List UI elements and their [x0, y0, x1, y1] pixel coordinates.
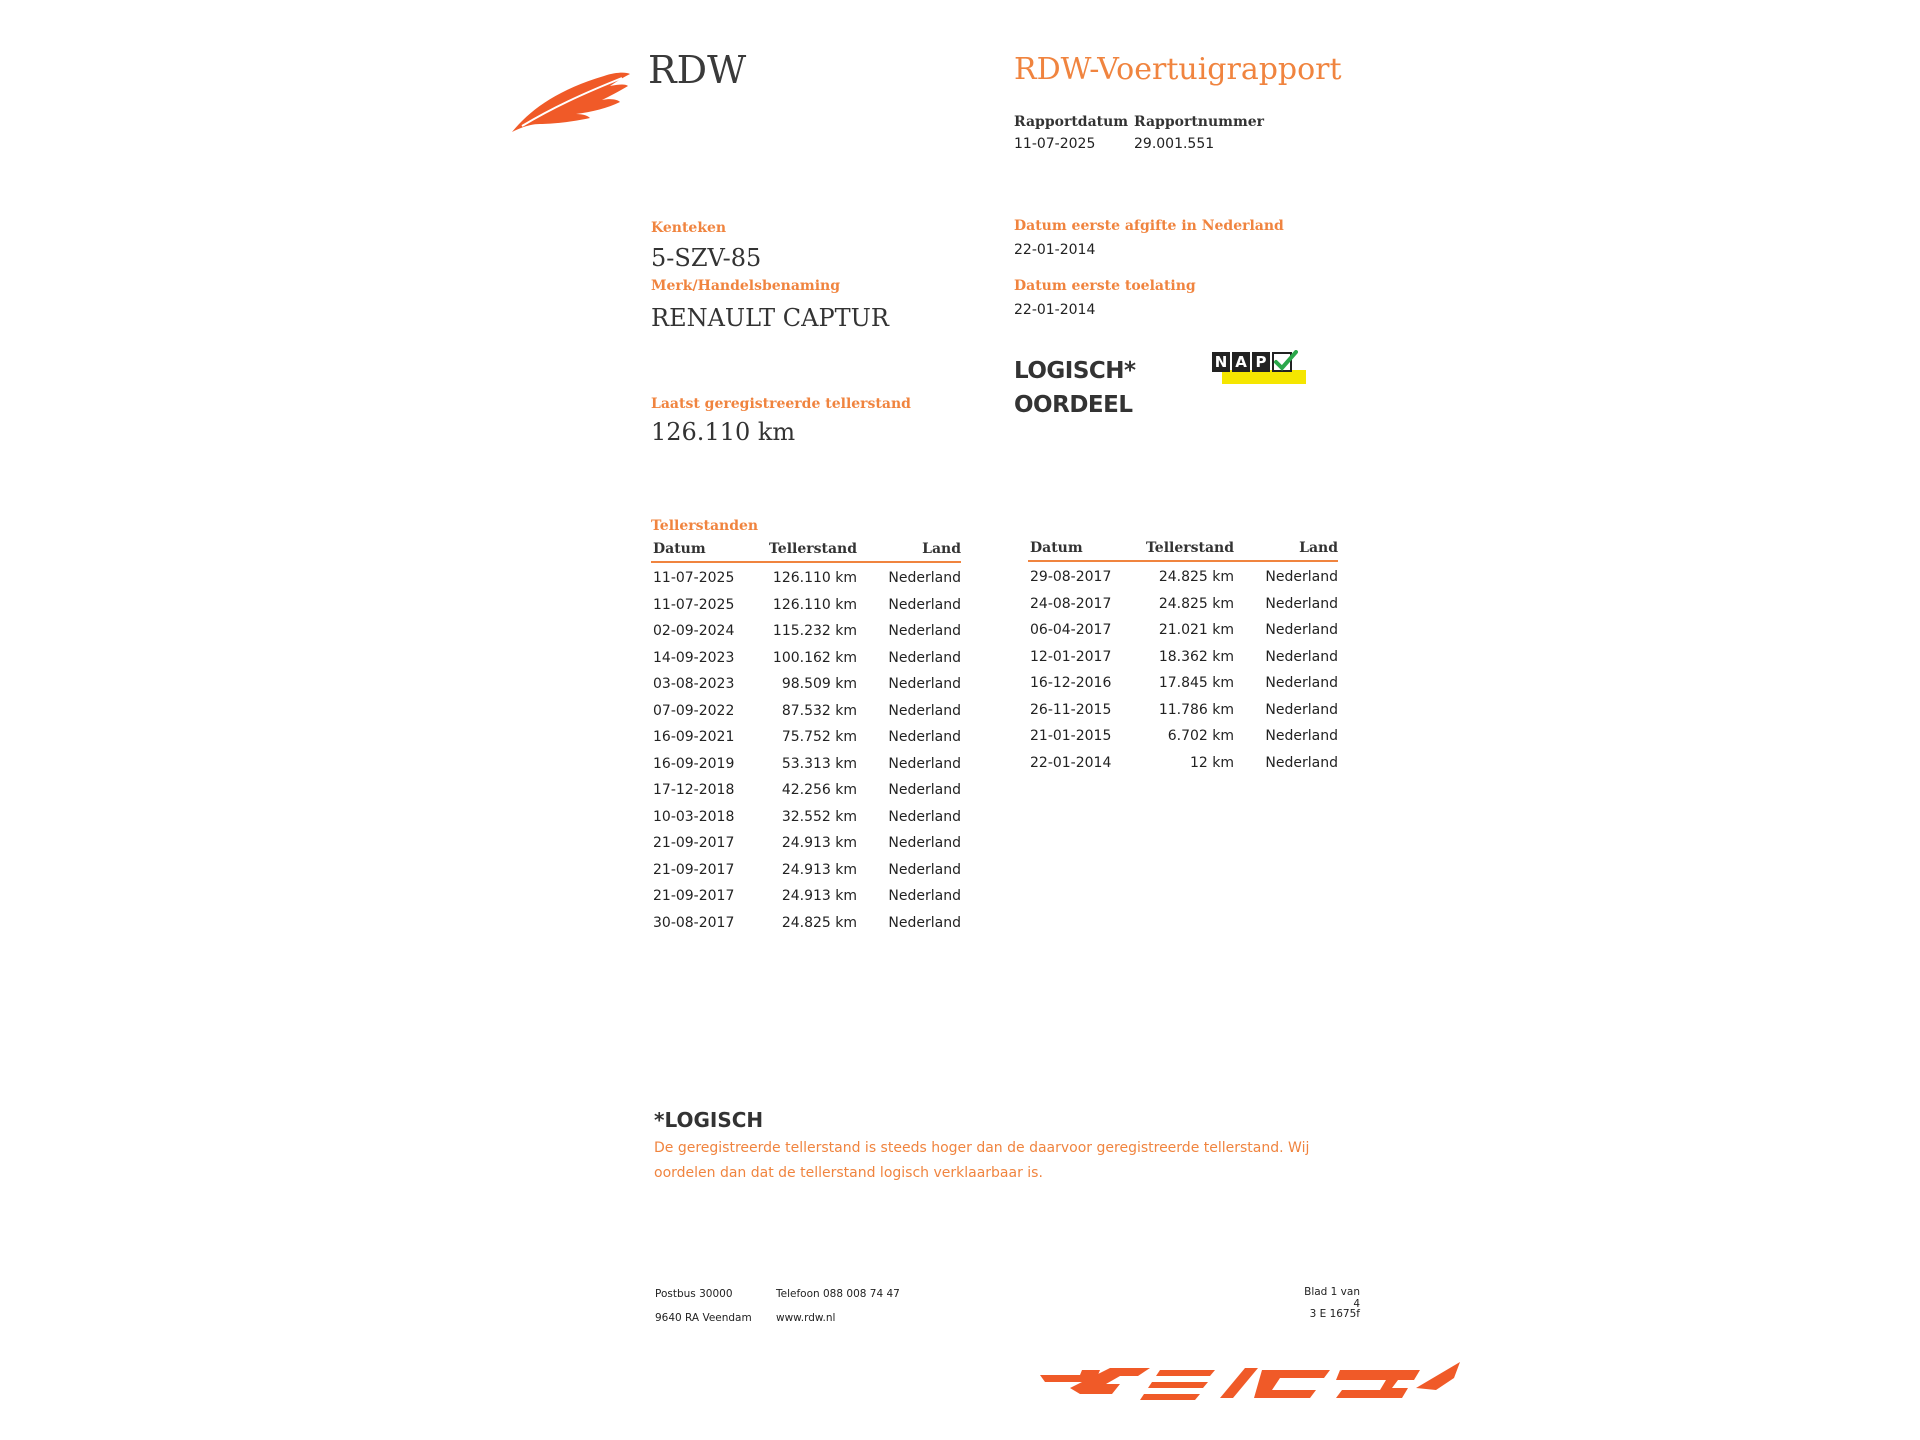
row-land: Nederland	[888, 676, 961, 692]
row-land: Nederland	[888, 835, 961, 851]
row-tellerstand: 21.021 km	[1158, 622, 1234, 638]
table-row	[651, 670, 961, 697]
row-datum: 21-09-2017	[653, 888, 735, 904]
rapportdatum-label: Rapportdatum	[1014, 114, 1129, 130]
table-row	[651, 909, 961, 936]
row-tellerstand: 24.913 km	[781, 888, 857, 904]
row-datum: 22-01-2014	[1030, 754, 1112, 771]
afgifte-label: Datum eerste afgifte in Nederland	[1014, 218, 1284, 234]
footer-postcode: 9640 RA Veendam	[655, 1312, 752, 1324]
report-title: RDW-Voertuigrapport	[1014, 52, 1342, 87]
row-land: Nederland	[888, 623, 961, 639]
row-tellerstand: 115.232 km	[772, 623, 857, 639]
row-land: Nederland	[888, 914, 961, 931]
footer-postbus: Postbus 30000	[655, 1288, 733, 1300]
table-row	[1028, 616, 1338, 643]
row-datum: 02-09-2024	[653, 623, 735, 639]
brand-name: RDW	[648, 48, 747, 92]
footer-code: 3 E 1675f	[1309, 1308, 1360, 1320]
row-land: Nederland	[1265, 569, 1338, 585]
row-tellerstand: 24.825 km	[781, 914, 857, 931]
rdw-bottom-graphic-icon	[1040, 1360, 1460, 1410]
row-land: Nederland	[1265, 728, 1338, 744]
teller-label: Laatst geregistreerde tellerstand	[651, 396, 911, 412]
row-datum: 30-08-2017	[653, 914, 735, 931]
header-land: Land	[922, 541, 961, 557]
row-datum: 12-01-2017	[1030, 648, 1112, 665]
nap-letter-n: N	[1212, 352, 1230, 372]
row-datum: 03-08-2023	[653, 676, 735, 692]
row-land: Nederland	[1265, 701, 1338, 718]
row-land: Nederland	[1265, 648, 1338, 665]
row-land: Nederland	[888, 782, 961, 798]
header-datum: Datum	[653, 541, 706, 557]
footer-telefoon: Telefoon 088 008 74 47	[776, 1288, 900, 1300]
row-datum: 07-09-2022	[653, 702, 735, 719]
row-datum: 29-08-2017	[1030, 569, 1112, 585]
rapportnummer-value: 29.001.551	[1134, 136, 1215, 152]
table-row	[651, 564, 961, 591]
table-header	[651, 541, 961, 563]
table-row	[1028, 722, 1338, 749]
row-land: Nederland	[1265, 622, 1338, 638]
table-row	[1028, 590, 1338, 617]
table-row	[651, 750, 961, 777]
row-tellerstand: 126.110 km	[772, 570, 857, 586]
row-tellerstand: 6.702 km	[1167, 728, 1234, 744]
header-tellerstand: Tellerstand	[768, 541, 857, 557]
odometer-table-left	[651, 541, 961, 935]
check-icon	[1272, 350, 1298, 374]
table-row	[651, 803, 961, 830]
row-datum: 11-07-2025	[653, 596, 735, 613]
row-land: Nederland	[888, 649, 961, 666]
verdict-text	[1014, 354, 1136, 422]
row-datum: 10-03-2018	[653, 808, 735, 825]
merk-label: Merk/Handelsbenaming	[651, 278, 841, 294]
table-row	[651, 776, 961, 803]
row-land: Nederland	[888, 570, 961, 586]
row-datum: 21-01-2015	[1030, 728, 1112, 744]
table-row	[651, 829, 961, 856]
row-tellerstand: 98.509 km	[781, 676, 857, 692]
odometer-table-right	[1028, 540, 1338, 775]
row-tellerstand: 12 km	[1189, 754, 1234, 771]
row-land: Nederland	[888, 702, 961, 719]
row-tellerstand: 32.552 km	[781, 808, 857, 825]
row-datum: 26-11-2015	[1030, 701, 1112, 718]
row-tellerstand: 42.256 km	[781, 782, 857, 798]
table-row	[651, 723, 961, 750]
row-tellerstand: 87.532 km	[781, 702, 857, 719]
row-tellerstand: 100.162 km	[772, 649, 857, 666]
rdw-logo-icon	[512, 68, 632, 136]
rapportdatum-value: 11-07-2025	[1014, 136, 1096, 152]
table-row	[1028, 669, 1338, 696]
row-datum: 17-12-2018	[653, 782, 735, 798]
kenteken-label: Kenteken	[651, 220, 727, 236]
row-land: Nederland	[1265, 754, 1338, 771]
row-land: Nederland	[888, 808, 961, 825]
header-tellerstand: Tellerstand	[1145, 540, 1234, 556]
row-datum: 16-09-2021	[653, 729, 735, 745]
table-row	[651, 856, 961, 883]
row-tellerstand: 18.362 km	[1158, 648, 1234, 665]
row-datum: 11-07-2025	[653, 570, 735, 586]
row-land: Nederland	[1265, 595, 1338, 612]
table-row	[1028, 696, 1338, 723]
table-row	[651, 644, 961, 671]
merk-value: RENAULT CAPTUR	[651, 304, 889, 332]
table-title: Tellerstanden	[651, 518, 759, 534]
teller-value: 126.110 km	[651, 418, 796, 446]
row-land: Nederland	[888, 729, 961, 745]
kenteken-value: 5-SZV-85	[651, 244, 762, 272]
table-row	[651, 591, 961, 618]
row-datum: 21-09-2017	[653, 835, 735, 851]
nap-badge	[1212, 352, 1298, 386]
table-row	[1028, 643, 1338, 670]
row-tellerstand: 11.786 km	[1158, 701, 1234, 718]
row-tellerstand: 24.913 km	[781, 861, 857, 878]
row-datum: 06-04-2017	[1030, 622, 1112, 638]
rapportnummer-label: Rapportnummer	[1134, 114, 1265, 130]
row-land: Nederland	[1265, 675, 1338, 691]
row-tellerstand: 17.845 km	[1158, 675, 1234, 691]
row-land: Nederland	[888, 755, 961, 772]
row-datum: 16-12-2016	[1030, 675, 1112, 691]
toelating-value: 22-01-2014	[1014, 302, 1096, 318]
table-row	[651, 882, 961, 909]
row-tellerstand: 24.825 km	[1158, 569, 1234, 585]
row-tellerstand: 75.752 km	[781, 729, 857, 745]
row-datum: 16-09-2019	[653, 755, 735, 772]
row-tellerstand: 126.110 km	[772, 596, 857, 613]
verdict-line1: LOGISCH*	[1014, 358, 1136, 384]
header-land: Land	[1299, 540, 1338, 556]
verdict-line2: OORDEEL	[1014, 392, 1133, 418]
row-tellerstand: 53.313 km	[781, 755, 857, 772]
afgifte-value: 22-01-2014	[1014, 242, 1096, 258]
table-row	[651, 617, 961, 644]
note-title: *LOGISCH	[654, 1108, 764, 1132]
table-row	[1028, 563, 1338, 590]
row-datum: 21-09-2017	[653, 861, 735, 878]
row-land: Nederland	[888, 888, 961, 904]
footer-blad: Blad 1 van 4	[1304, 1286, 1360, 1310]
row-tellerstand: 24.825 km	[1158, 595, 1234, 612]
nap-letter-a: A	[1232, 352, 1250, 372]
toelating-label: Datum eerste toelating	[1014, 278, 1196, 294]
nap-letter-p: P	[1252, 352, 1270, 372]
row-tellerstand: 24.913 km	[781, 835, 857, 851]
header-datum: Datum	[1030, 540, 1083, 556]
table-row	[651, 697, 961, 724]
row-land: Nederland	[888, 861, 961, 878]
note-text: De geregistreerde tellerstand is steeds hoger dan de daarvoor geregistreerde tellerstand. Wij oordelen dan dat de tellerstand logisch verklaarbaar is.	[654, 1140, 1310, 1181]
table-header	[1028, 540, 1338, 562]
table-row	[1028, 749, 1338, 776]
footer-website[interactable]: www.rdw.nl	[776, 1312, 836, 1324]
row-datum: 24-08-2017	[1030, 595, 1112, 612]
row-land: Nederland	[888, 596, 961, 613]
row-datum: 14-09-2023	[653, 649, 735, 666]
